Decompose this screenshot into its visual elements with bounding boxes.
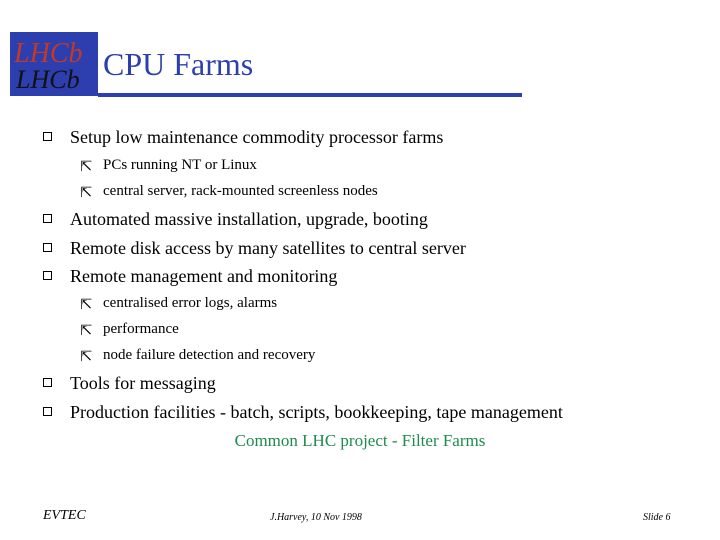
checkbox-bullet-icon [43, 407, 52, 416]
checkbox-bullet-icon [43, 132, 52, 141]
arrow-bullet-icon: ⇱ [80, 349, 93, 365]
title-underline [98, 93, 522, 97]
arrow-bullet-icon: ⇱ [80, 185, 93, 201]
highlight-note: Common LHC project - Filter Farms [234, 431, 486, 450]
arrow-bullet-icon: ⇱ [80, 159, 93, 175]
svg-text:LHCb: LHCb [14, 38, 83, 69]
checkbox-bullet-icon [43, 243, 52, 252]
footer-slide-number: Slide 6 [643, 512, 671, 523]
checkbox-bullet-icon [43, 214, 52, 223]
footer-left: EVTEC [43, 508, 86, 523]
checkbox-bullet-icon [43, 271, 52, 280]
arrow-bullet-icon: ⇱ [80, 297, 93, 313]
checkbox-bullet-icon [43, 378, 52, 387]
footer-center: J.Harvey, 10 Nov 1998 [270, 512, 362, 523]
arrow-bullet-icon: ⇱ [80, 323, 93, 339]
slide-title: CPU Farms [103, 46, 254, 82]
lhcb-logo [10, 32, 98, 96]
svg-text:LHCb: LHCb [16, 65, 80, 94]
